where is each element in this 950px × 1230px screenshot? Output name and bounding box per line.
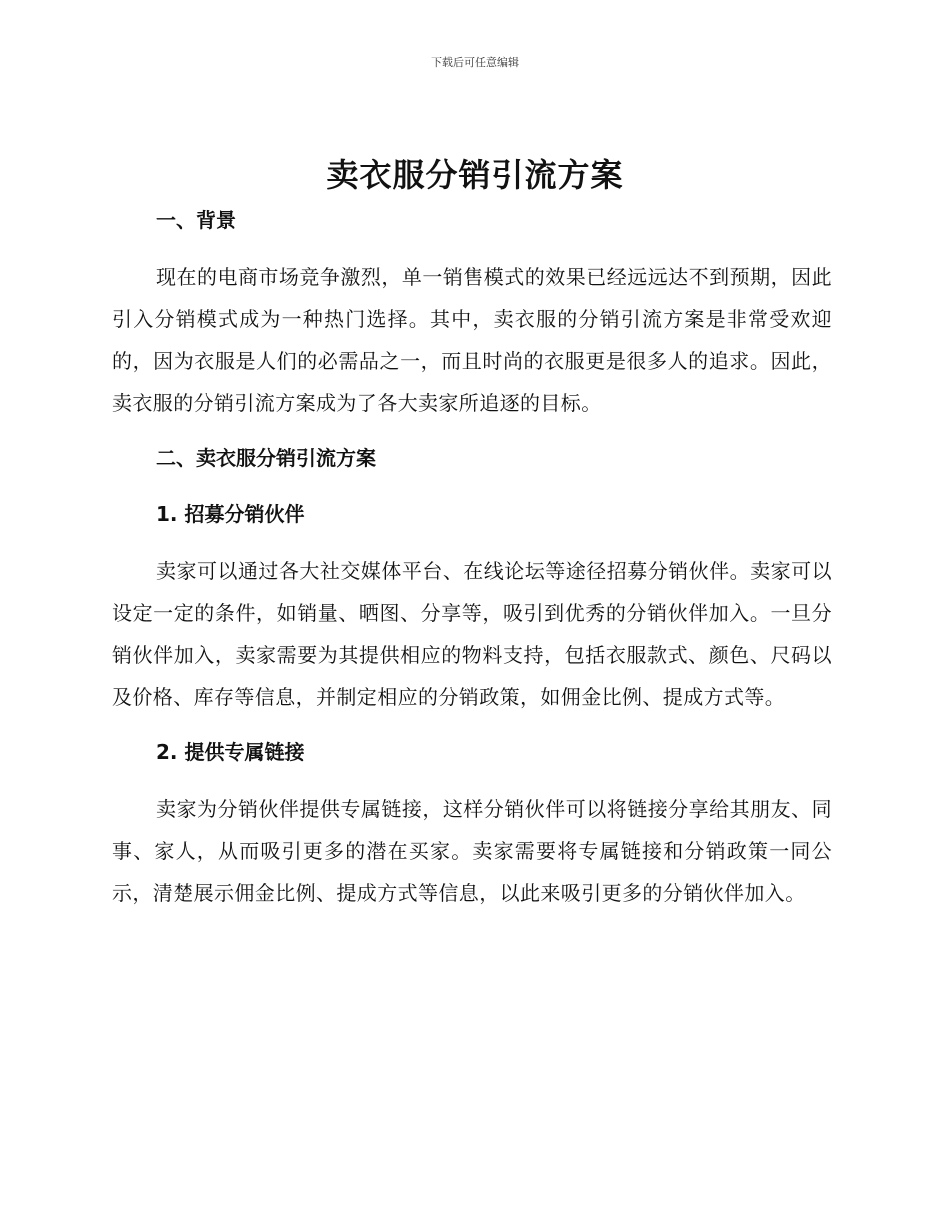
background-paragraph: 现在的电商市场竞争激烈，单一销售模式的效果已经远远达不到预期，因此引入分销模式成为一种热门选择。其中，卖衣服的分销引流方案是非常受欢迎的，因为衣服是人们的必需品之一，而且时尚的衣服更是很多人的追求。因此，卖衣服的分销引流方案成为了各大卖家所追逐的目标。 <box>112 265 832 415</box>
document-body <box>112 198 832 914</box>
exclusive-links-paragraph: 卖家为分销伙伴提供专属链接，这样分销伙伴可以将链接分享给其朋友、同事、家人，从而吸引更多的潜在买家。卖家需要将专属链接和分销政策一同公示，清楚展示佣金比例、提成方式等信息，以此来吸引更多的分销伙伴加入。 <box>112 797 832 905</box>
subheading-recruit-partners: 1. 招募分销伙伴 <box>156 502 305 526</box>
subheading-exclusive-links: 2. 提供专属链接 <box>156 740 305 764</box>
document-title: 卖衣服分销引流方案 <box>326 156 624 194</box>
section-heading-background: 一、背景 <box>156 208 236 232</box>
header-note: 下载后可任意编辑 <box>431 56 519 69</box>
recruit-partners-paragraph: 卖家可以通过各大社交媒体平台、在线论坛等途径招募分销伙伴。卖家可以设定一定的条件，如销量、晒图、分享等，吸引到优秀的分销伙伴加入。一旦分销伙伴加入，卖家需要为其提供相应的物料支持，包括衣服款式、颜色、尺码以及价格、库存等信息，并制定相应的分销政策，如佣金比例、提成方式等。 <box>112 559 832 709</box>
section-heading-plan: 二、卖衣服分销引流方案 <box>156 446 376 470</box>
